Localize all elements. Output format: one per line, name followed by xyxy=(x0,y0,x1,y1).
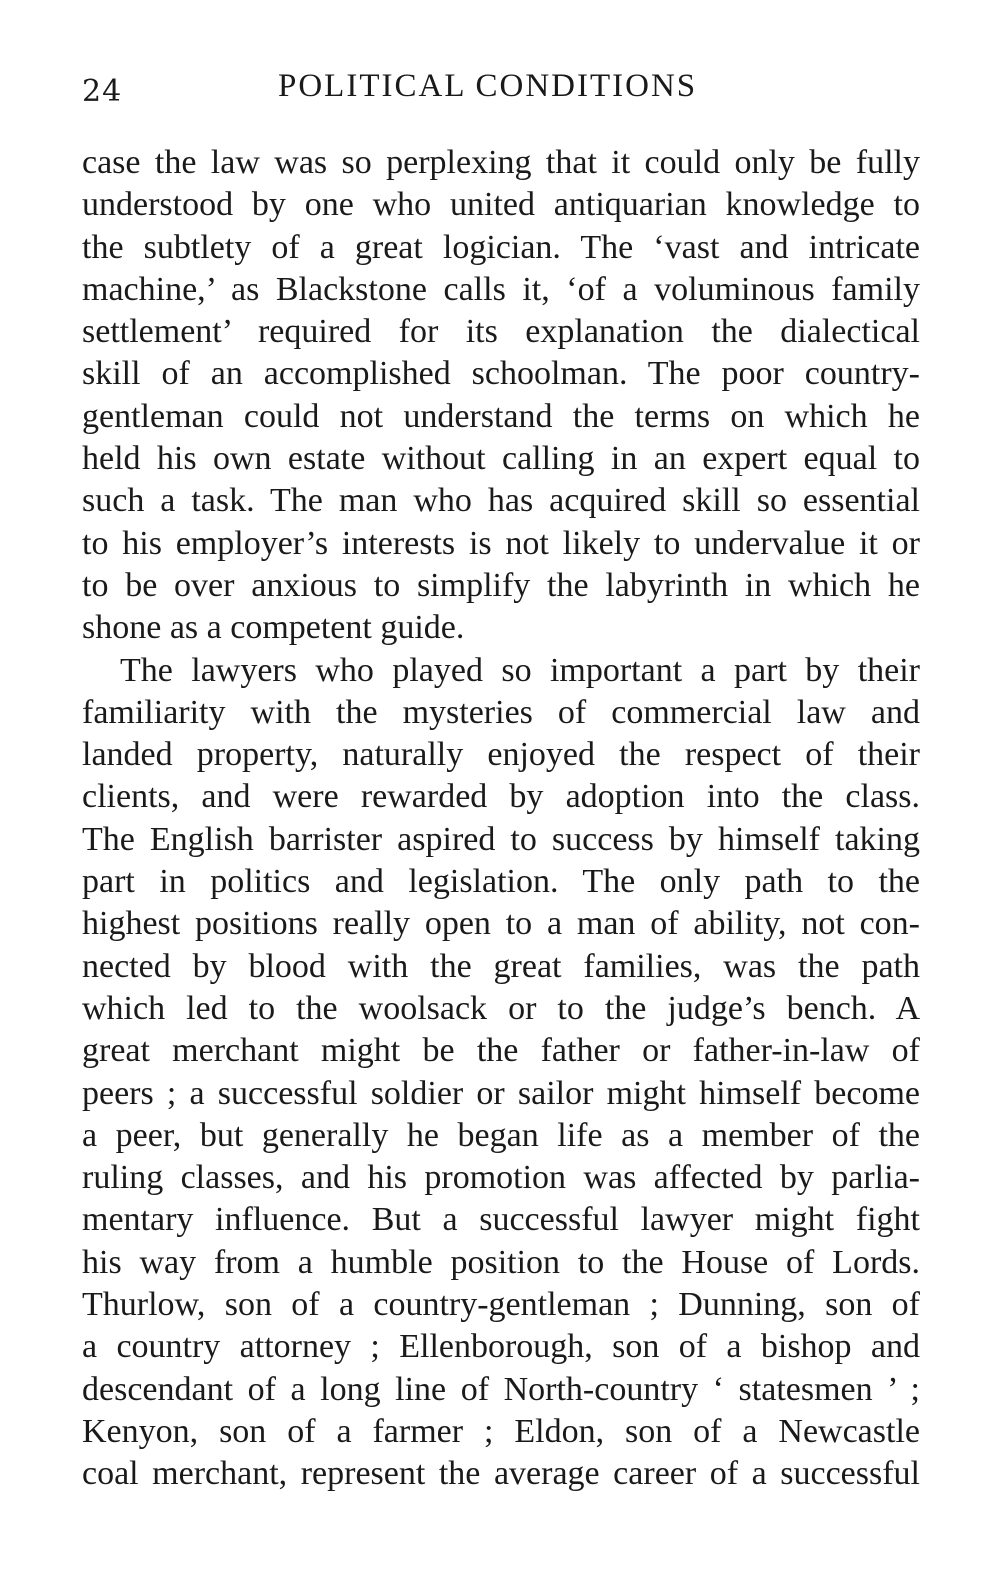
text-line: the subtlety of a great logician. The ‘vast and intricate xyxy=(82,228,920,266)
text-line: his way from a humble position to the House of Lords. xyxy=(82,1243,920,1281)
paragraph-2 xyxy=(82,650,920,1496)
text-line: clients, and were rewarded by adoption into the class. xyxy=(82,778,920,816)
text-line: held his own estate without calling in an expert equal to xyxy=(82,440,920,478)
text-line: nected by blood with the great families, was the path xyxy=(82,947,920,985)
text-line: such a task. The man who has acquired skill so essential xyxy=(82,482,920,520)
text-line: peers ; a successful soldier or sailor might himself become xyxy=(82,1074,920,1112)
text-line: settlement’ required for its explanation the dialectical xyxy=(82,313,920,351)
text-line: to his employer’s interests is not likely to undervalue it or xyxy=(82,524,920,562)
text-line: part in politics and legislation. The only path to the xyxy=(82,863,920,901)
text-line: machine,’ as Blackstone calls it, ‘of a voluminous family xyxy=(82,270,920,308)
text-line: descendant of a long line of North-country ‘ statesmen ’ ; xyxy=(82,1370,920,1408)
page-number: 24 xyxy=(82,74,123,109)
text-line: Kenyon, son of a farmer ; Eldon, son of a Newcastle xyxy=(82,1412,920,1450)
text-line: to be over anxious to simplify the labyrinth in which he xyxy=(82,566,920,604)
text-line: Thurlow, son of a country-gentleman ; Dunning, son of xyxy=(82,1286,920,1324)
paragraph-1 xyxy=(82,142,920,650)
text-line: shone as a competent guide. xyxy=(82,609,465,647)
text-line: highest positions really open to a man of ability, not con- xyxy=(82,905,920,943)
text-line: great merchant might be the father or father-in-law of xyxy=(82,1032,920,1070)
text-line: skill of an accomplished schoolman. The poor country- xyxy=(82,355,920,393)
text-line: coal merchant, represent the average career of a successful xyxy=(82,1455,920,1493)
text-line: landed property, naturally enjoyed the respect of their xyxy=(82,736,920,774)
text-line: gentleman could not understand the terms on which he xyxy=(82,397,920,435)
running-head xyxy=(82,68,920,118)
text-line: familiarity with the mysteries of commercial law and xyxy=(82,693,920,731)
text-line: a peer, but generally he began life as a member of the xyxy=(82,1116,920,1154)
text-line: ruling classes, and his promotion was affected by parlia- xyxy=(82,1159,920,1197)
text-line: The lawyers who played so important a part by their xyxy=(120,651,920,689)
running-title: POLITICAL CONDITIONS xyxy=(278,68,698,104)
text-line: understood by one who united antiquarian knowledge to xyxy=(82,186,920,224)
text-line: case the law was so perplexing that it could only be fully xyxy=(82,144,920,181)
text-line: The English barrister aspired to success by himself taking xyxy=(82,820,920,858)
body-text xyxy=(82,142,920,1496)
text-line: a country attorney ; Ellenborough, son of a bishop and xyxy=(82,1328,920,1366)
text-line: mentary influence. But a successful lawyer might fight xyxy=(82,1201,920,1239)
text-line: which led to the woolsack or to the judge’s bench. A xyxy=(82,989,920,1027)
